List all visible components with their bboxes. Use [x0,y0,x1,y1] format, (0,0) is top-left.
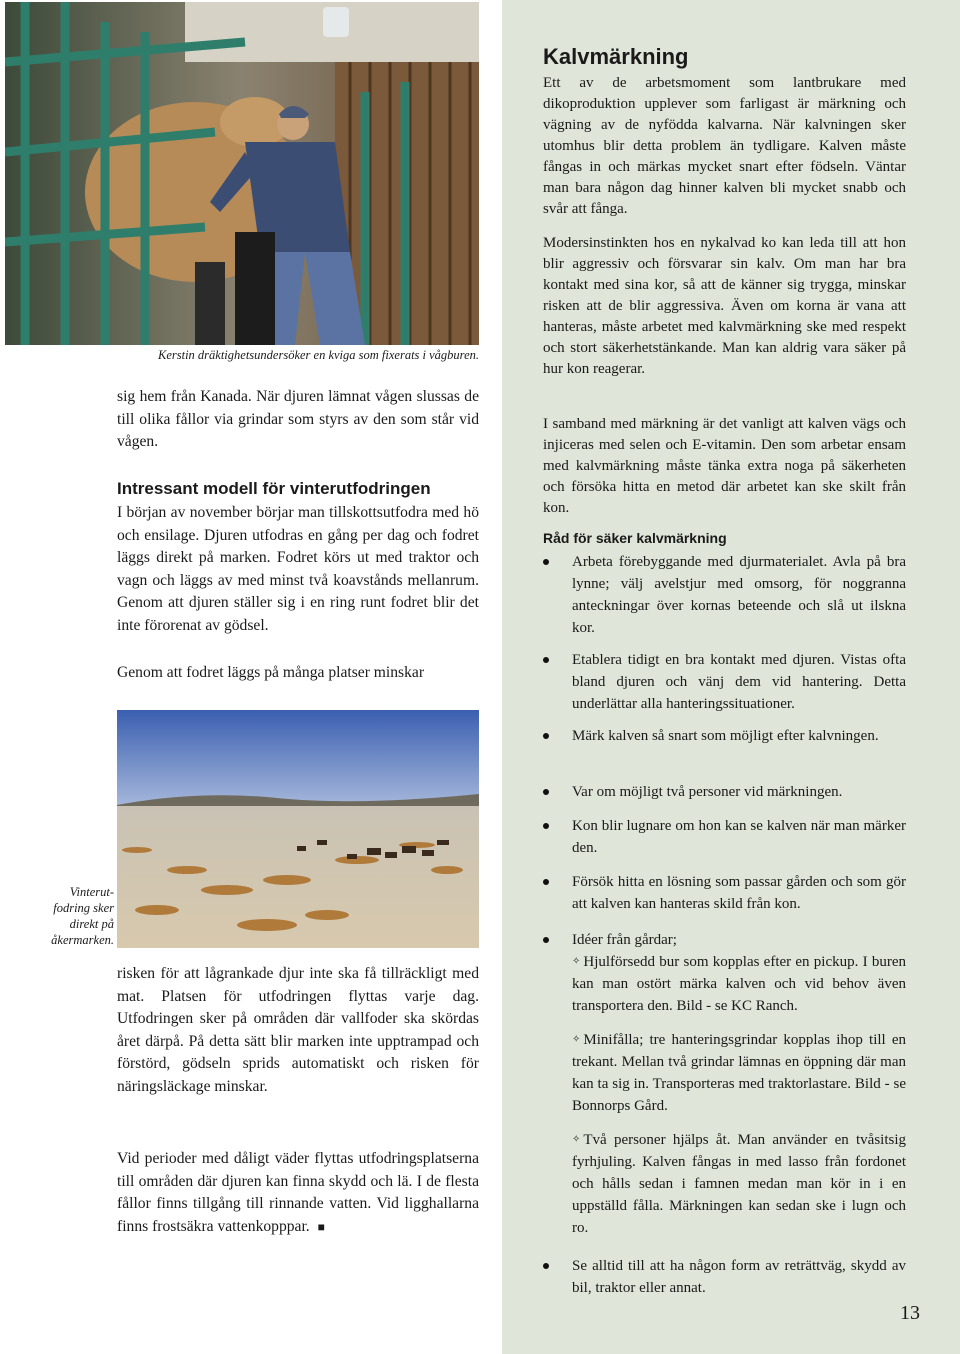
list-item-text: Arbeta förebyggande med djurmaterialet. Avla på bra lynne; välj avelstjur med omsorg, för noggranna anteckningar över kornas beteende och slå ut ilskna kor. [572,554,906,636]
bullet-icon [543,733,549,739]
caption-line: åkermarken. [51,933,114,947]
bullet-icon [543,789,549,795]
photo-caption-top: Kerstin dräktighetsundersöker en kviga som fixerats i vågburen. [157,348,479,362]
list-item [543,871,906,915]
list-item-text: Se alltid till att ha någon form av reträttväg, skydd av bil, traktor eller annat. [572,1258,906,1296]
list-item-text: Kon blir lugnare om hon kan se kalven när man märker den. [572,818,906,856]
sidebar-title: Kalvmärkning [543,44,689,69]
photo-winter-feeding-field [117,710,479,948]
bullet-icon [543,823,549,829]
sidebar-paragraph-3: I samband med märkning är det vanligt att kalven vägs och injiceras med selen och E-vitamin. Den som arbetar ensam med kalvmärkning måste tänka extra noga på säkerheten och försöka hitta en metod där arbetet kan ske skilt från kon. [543,416,906,516]
list-item-text: Märk kalven så snart som möjligt efter kalvningen. [572,728,879,744]
sidebar-paragraph-1: Ett av de arbetsmoment som lantbrukare med dikoproduktion upplever som farligast är märkning och vägning av de nyfödda kalvarna. När kalvningen sker utomhus blir detta problem än tydligare. Kalven måste fångas in och märkas mycket snart efter födseln. Väntar man bara någon dag hinner kalven bli mycket snabb och svår att fånga. [543,75,906,217]
sidebar-subheading: Råd för säker kalvmärkning [543,530,727,546]
sub-list-item-text: Hjulförsedd bur som kopplas efter en pickup. I buren kan man ostört märka kalven och vid behov även transportera den. Bild - se KC Ranch. [572,954,906,1014]
end-of-article-mark: ■ [317,1219,325,1234]
list-item-text: Etablera tidigt en bra kontakt med djuren. Vistas ofta bland djuren och vänj dem vid hantering. Detta underlättar alla hanteringssituationer. [572,652,906,712]
sub-list-item-text: Minifålla; tre hanteringsgrindar kopplas ihop till en trekant. Mellan två grindar lämnas en öppning där man kan ta sig in. Transporteras med traktorlastare. Bild - se Bonnorps Gård. [572,1032,906,1114]
sub-list-item [572,951,906,1017]
list-item [543,551,906,639]
bullet-icon [543,879,549,885]
sub-list-item-text: Två personer hjälps åt. Man använder en tvåsitsig fyrhjuling. Kalven fångas in med lasso från fordonet och hålls sedan i famnen medan man kör in i en uppställd fålla. Märkningen kan sedan ske i lugn och ro. [572,1132,906,1236]
list-item [543,815,906,859]
paragraph-minskar: Genom att fodret läggs på många platser minskar [117,664,425,681]
paragraph-november: I början av november börjar man tillskottsutfodra med hö och ensilage. Djuren utfodras en gång per dag och fodret läggs direkt på marken. Fodret körs ut med traktor och vagn och läggs av med minst två koavstånds mellanrum. Genom att djuren ställer sig i en ring runt fodret blir det inte förorenat av gödsel. [117,504,479,634]
bullet-icon [543,937,549,943]
barn-photo-illustration [5,2,479,345]
photo-caption-bottom [30,884,114,948]
bullet-icon [543,559,549,565]
photo-cattle-weighing-cage [5,2,479,345]
paragraph-daligt-vader [117,1148,479,1238]
sidebar-paragraph-2: Modersinstinkten hos en nykalvad ko kan leda till att hon blir aggressiv och försvarar sin kalv. Om man har bra kontakt med sina kor, så att de känner sig trygga, minskar risken att de blir aggressiva. Även om korna är vana att hanteras, måste arbetet med kalvmärkning ske med respekt och stort säkerhetstänkande. Man kan aldrig vara säker på hur kon reagerar. [543,235,906,377]
list-item-text: Försök hitta en lösning som passar gården och som gör att kalven kan hanteras skild från kon. [572,874,906,912]
list-item [543,725,906,747]
caption-line: fodring sker [53,901,114,915]
bullet-icon [543,657,549,663]
caption-line: direkt på [69,917,114,931]
list-item [543,781,906,803]
paragraph-kanada: sig hem från Kanada. När djuren lämnat vågen slussas de till olika fållor via grindar som styrs av den som står vid vågen. [117,388,479,451]
field-photo-illustration [117,710,479,948]
list-item-text: Idéer från gårdar; [572,932,677,948]
sub-list-item [572,1129,906,1239]
paragraph-lagrankade: risken för att lågrankade djur inte ska få tillräckligt med mat. Platsen för utfodringen flyttas varje dag. Utfodringen sker på områden där vallfoder ska skördas året därpå. På detta sätt blir marken inte upptrampad och förstörd, gödseln sprids automatiskt och risken för näringsläckage minskar. [117,965,479,1095]
list-item [543,649,906,715]
list-item [543,929,906,951]
sub-list-item [572,1029,906,1117]
list-item-text: Var om möjligt två personer vid märkningen. [572,784,843,800]
section-heading-vinterutfodringen: Intressant modell för vinterutfodringen [117,479,431,498]
paragraph-daligt-vader-text: Vid perioder med dåligt väder flyttas utfodringsplatserna till områden där djuren kan finna skydd och lä. I de flesta fållor finns tillgång till rinnande vatten. Vid ligghallarna finns frostsäkra vattenkopppar. [117,1150,479,1235]
caption-line: Vinterut- [69,885,114,899]
list-item [543,1255,906,1299]
bullet-icon [543,1263,549,1269]
page-number: 13 [900,1302,920,1324]
sparkle-icon: ✧ [572,1134,581,1145]
sparkle-icon: ✧ [572,956,581,967]
sub-list [543,951,906,1239]
sparkle-icon: ✧ [572,1034,581,1045]
